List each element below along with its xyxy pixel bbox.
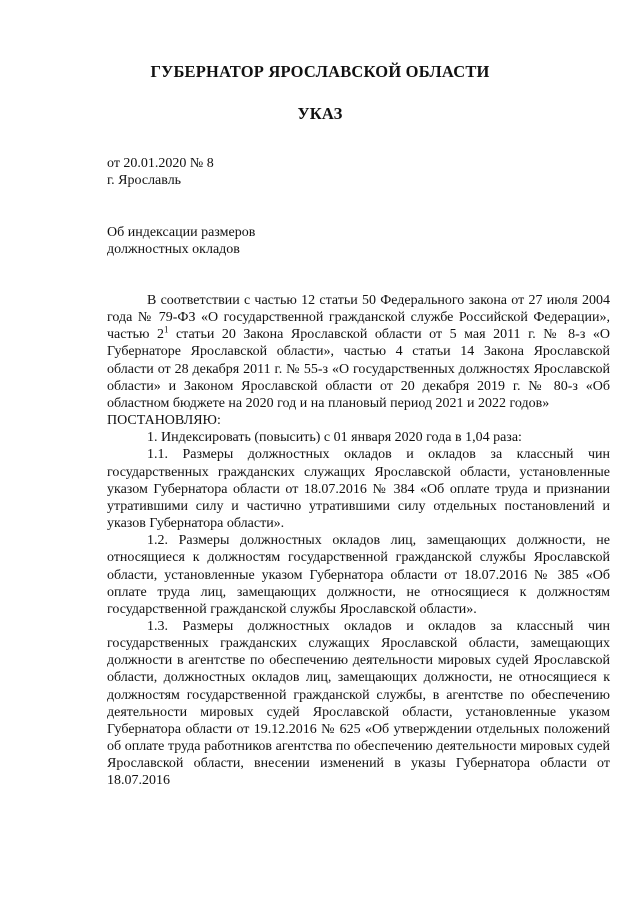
- item-1-3: 1.3. Размеры должностных окладов и окладов за классный чин государственных гражданских служащих Ярославской области, замещающих должности в агентстве по обеспечению деятельности мировых судей Ярославской области, должностных окладов лиц, замещающих должности, не относящиеся к должностям государственной гражданской службы, в агентстве по обеспечению деятельности мировых судей Ярославской области, установленные указом Губернатора области от 19.12.2016 № 625 «Об утверждении отдельных положений об оплате труда работников агентства по обеспечению деятельности мировых судей Ярославской области, внесении изменений в указы Губернатора области от 18.07.2016: [107, 618, 610, 789]
- document-type: УКАЗ: [297, 104, 343, 123]
- item-1-2: 1.2. Размеры должностных окладов лиц, замещающих должности, не относящиеся к должностям государственной гражданской службы Ярославской области, установленные указом Губернатора области от 18.07.2016 № 385 «Об оплате труда лиц, замещающих должности, не относящиеся к должностям государственной гражданской службы Ярославской области».: [107, 533, 610, 617]
- item-1-1: 1.1. Размеры должностных окладов и окладов за классный чин государственных гражданских служащих Ярославской области, установленные указом Губернатора области от 18.07.2016 № 384 «Об оплате труда и признании утратившими силу и частично утратившими силу отдельных постановлений и указов Губернатора области».: [107, 447, 610, 532]
- subject-line-1: Об индексации размеров: [107, 225, 256, 240]
- city: г. Ярославль: [107, 173, 182, 188]
- date-and-number: от 20.01.2020 № 8: [107, 156, 214, 171]
- preamble-paragraph: [107, 292, 610, 412]
- preamble-superscript: 1: [163, 324, 169, 335]
- document-body: [107, 292, 610, 790]
- preamble-text-a: В соответствии с частью 12 статьи 50 Федерального закона от 27 июля 2004 года № 79-ФЗ «О государственной гражданской службе Российской Федерации», частью 2: [107, 293, 610, 343]
- subject-line-2: должностных окладов: [107, 242, 240, 257]
- item-1: 1. Индексировать (повысить) с 01 января 2020 года в 1,04 раза:: [147, 430, 522, 446]
- resolve-word: ПОСТАНОВЛЯЮ:: [107, 413, 221, 429]
- issuing-authority: ГУБЕРНАТОР ЯРОСЛАВСКОЙ ОБЛАСТИ: [150, 62, 490, 81]
- preamble-text-b: статьи 20 Закона Ярославской области от 5 мая 2011 г. № 8-з «О Губернаторе Ярославской области», частью 4 статьи 14 Закона Ярославской области от 28 декабря 2011 г. № 55-з «О государственных должностях Ярославской области» и Законом Ярославской области от 20 декабря 2019 г. № 80-з «Об областном бюджете на 2020 год и на плановый период 2021 и 2022 годов»: [107, 327, 610, 411]
